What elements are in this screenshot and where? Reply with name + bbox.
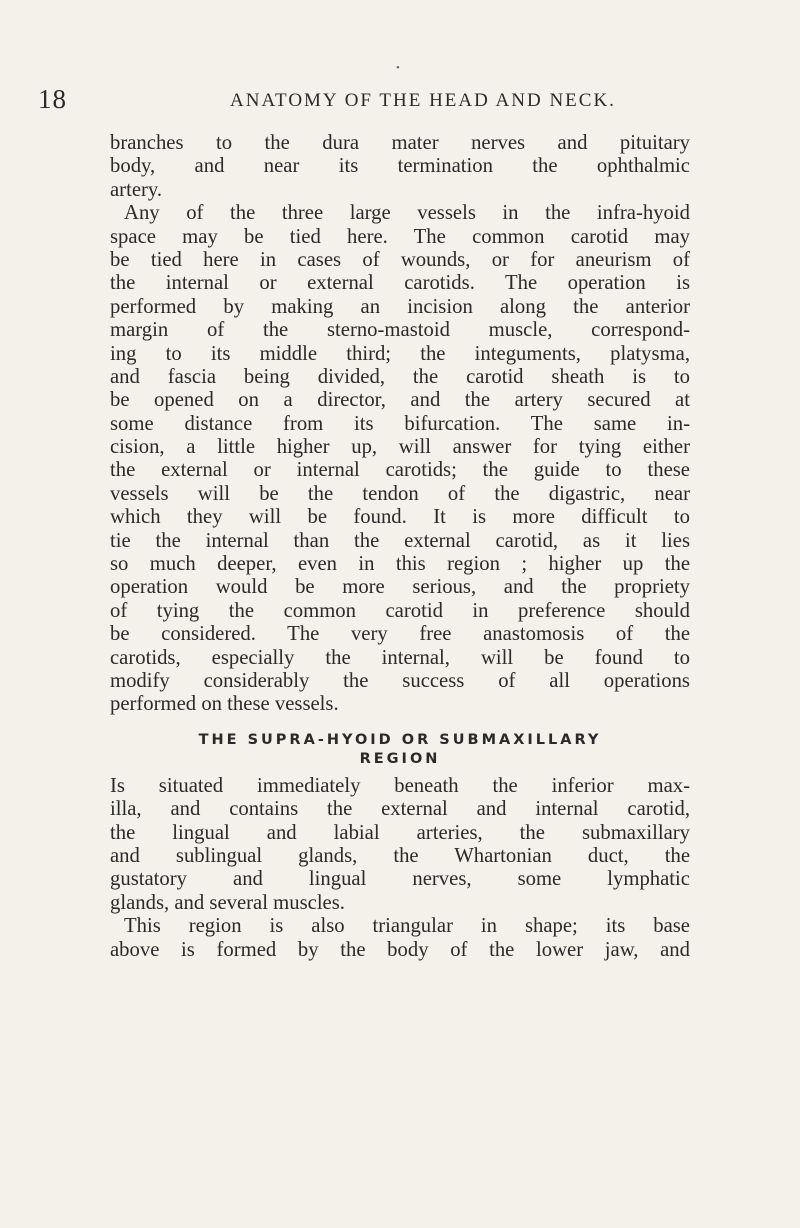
text-line: be tied here in cases of wounds, or for aneurism of	[110, 248, 690, 271]
text-line: some distance from its bifurcation. The same in-	[110, 412, 690, 435]
text-line: modify considerably the success of all operations	[110, 669, 690, 692]
text-line: Is situated immediately beneath the inferior max-	[110, 774, 690, 797]
text-line: above is formed by the body of the lower jaw, and	[110, 938, 690, 961]
section-heading-line-1: THE SUPRA-HYOID OR SUBMAXILLARY	[198, 731, 602, 748]
body-text	[110, 132, 690, 962]
text-line: gustatory and lingual nerves, some lymphatic	[110, 868, 690, 891]
text-line: and sublingual glands, the Whartonian duct, the	[110, 844, 690, 867]
running-head: ANATOMY OF THE HEAD AND NECK.	[230, 90, 616, 111]
text-line: illa, and contains the external and internal carotid,	[110, 798, 690, 821]
text-line: Any of the three large vessels in the infra-hyoid	[124, 202, 690, 225]
paragraph-1	[110, 132, 690, 202]
text-line: performed on these vessels.	[110, 693, 339, 716]
text-line: artery.	[110, 178, 163, 201]
text-line: ing to its middle third; the integuments, platysma,	[110, 342, 690, 365]
section-heading	[110, 731, 690, 769]
text-line: be opened on a director, and the artery secured at	[110, 389, 690, 412]
text-line: branches to the dura mater nerves and pituitary	[110, 132, 690, 154]
text-line: space may be tied here. The common carotid may	[110, 225, 690, 248]
text-line: glands, and several muscles.	[110, 891, 345, 914]
text-line: carotids, especially the internal, will be found to	[110, 646, 690, 669]
page-header	[38, 84, 738, 118]
paragraph-2	[110, 202, 690, 717]
text-line: tie the internal than the external carotid, as it lies	[110, 529, 690, 552]
text-line: cision, a little higher up, will answer for tying either	[110, 436, 690, 459]
page-number: 18	[38, 84, 67, 114]
section-heading-line-2: REGION	[359, 750, 441, 767]
text-line: performed by making an incision along the anterior	[110, 295, 690, 318]
text-line: This region is also triangular in shape; its base	[124, 915, 690, 938]
text-line: of tying the common carotid in preference should	[110, 599, 690, 622]
text-line: operation would be more serious, and the propriety	[110, 576, 690, 599]
text-line: be considered. The very free anastomosis of the	[110, 623, 690, 646]
text-line: the lingual and labial arteries, the submaxillary	[110, 821, 690, 844]
ink-mark: •	[396, 62, 400, 74]
text-line: body, and near its termination the ophthalmic	[110, 155, 690, 178]
text-line: which they will be found. It is more difficult to	[110, 506, 690, 529]
text-line: the internal or external carotids. The operation is	[110, 272, 690, 295]
text-line: so much deeper, even in this region ; higher up the	[110, 553, 690, 576]
text-line: margin of the sterno-mastoid muscle, correspond-	[110, 319, 690, 342]
paragraph-3	[110, 775, 690, 915]
text-line: and fascia being divided, the carotid sheath is to	[110, 365, 690, 388]
paragraph-4	[110, 915, 690, 962]
text-line: vessels will be the tendon of the digastric, near	[110, 482, 690, 505]
text-line: the external or internal carotids; the guide to these	[110, 459, 690, 482]
